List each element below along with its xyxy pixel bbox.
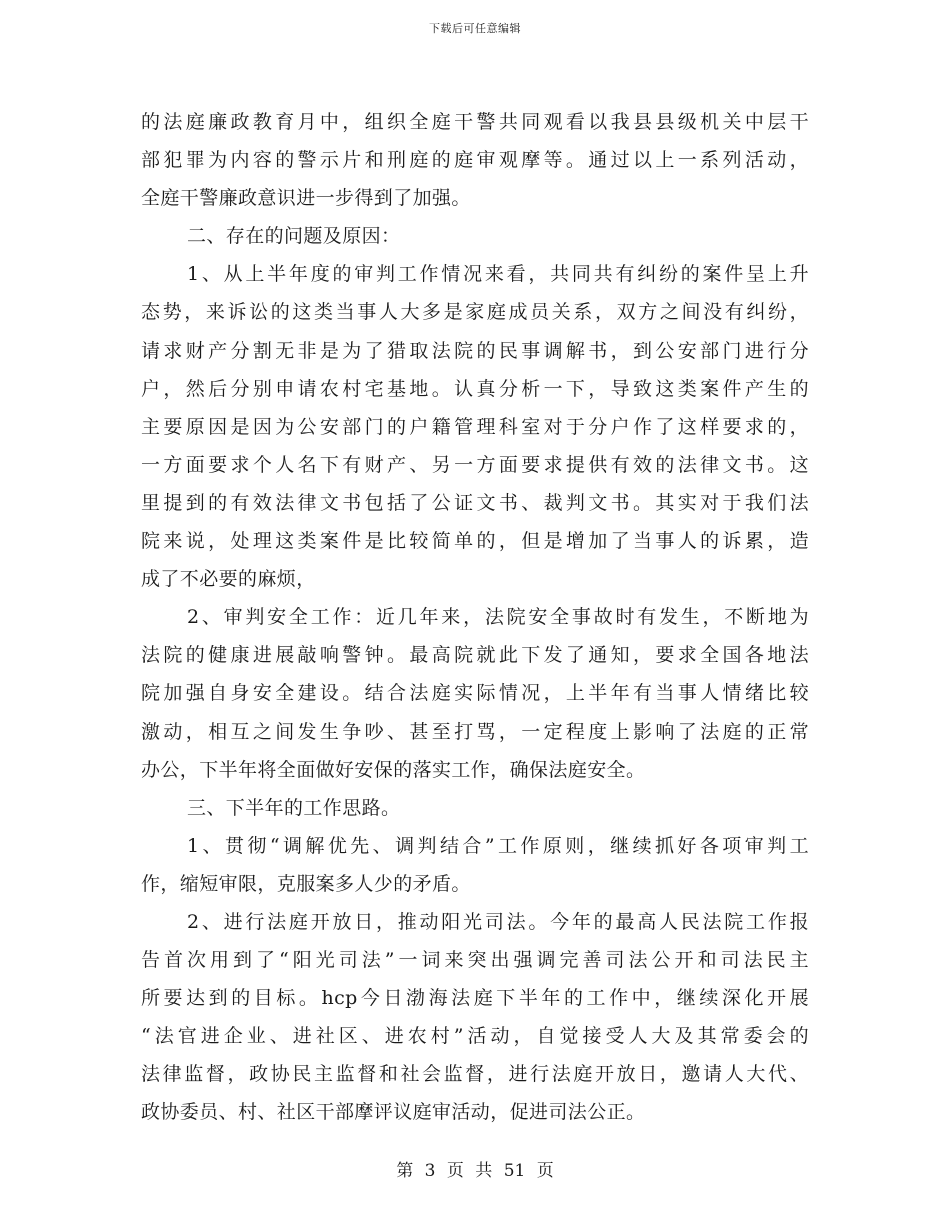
text-line: 全庭干警廉政意识进一步得到了加强。 [141,187,471,210]
page-number: 第 3 页 共 51 页 [396,1161,554,1181]
document-body [141,103,809,1132]
text-line: 政协委员、村、社区干部摩评议庭审活动，促进司法公正。 [141,1101,646,1124]
page-header-note: 下载后可任意编辑 [429,22,521,35]
text-line: 告首次用到了“阳光司法”一词来突出强调完善司法公开和司法民主 [141,949,809,972]
text-line: 部犯罪为内容的警示片和刑庭的庭审观摩等。通过以上一系列活动， [141,149,809,172]
text-line: 法律监督，政协民主监督和社会监督，进行法庭开放日，邀请人大代、 [141,1063,809,1086]
text-line: 一方面要求个人名下有财产、另一方面要求提供有效的法律文书。这 [141,453,809,476]
text-line: 的法庭廉政教育月中，组织全庭干警共同观看以我县县级机关中层干 [141,111,809,133]
text-line: 请求财产分割无非是为了猎取法院的民事调解书，到公安部门进行分 [141,339,809,362]
section-heading: 三、下半年的工作思路。 [187,796,401,819]
text-line: 成了不必要的麻烦， [141,568,316,591]
text-line: 作，缩短审限，克服案多人少的矛盾。 [141,872,471,895]
text-line: 主要原因是因为公安部门的户籍管理科室对于分户作了这样要求的， [141,415,809,438]
text-line: 1、从上半年度的审判工作情况来看，共同共有纠纷的案件呈上升 [187,263,809,286]
text-line: 户，然后分别申请农村宅基地。认真分析一下，导致这类案件产生的 [141,377,809,400]
text-line: 院加强自身安全建设。结合法庭实际情况，上半年有当事人情绪比较 [141,682,809,705]
text-line: 2、进行法庭开放日，推动阳光司法。今年的最高人民法院工作报 [187,910,809,933]
text-line: 办公，下半年将全面做好安保的落实工作，确保法庭安全。 [141,758,646,781]
text-line: 院来说，处理这类案件是比较简单的，但是增加了当事人的诉累，造 [141,530,809,553]
text-line: 2、审判安全工作：近几年来，法院安全事故时有发生，不断地为 [187,606,809,629]
text-line: 1、贯彻“调解优先、调判结合”工作原则，继续抓好各项审判工 [187,834,809,857]
text-line: 里提到的有效法律文书包括了公证文书、裁判文书。其实对于我们法 [141,491,809,514]
text-line: 激动，相互之间发生争吵、甚至打骂，一定程度上影响了法庭的正常 [141,720,809,743]
text-line: 所要达到的目标。hcp今日渤海法庭下半年的工作中，继续深化开展 [141,987,809,1010]
section-heading: 二、存在的问题及原因： [187,225,401,248]
text-line: “法官进企业、进社区、进农村”活动，自觉接受人大及其常委会的 [141,1025,809,1048]
text-line: 法院的健康进展敲响警钟。最高院就此下发了通知，要求全国各地法 [141,644,809,667]
text-line: 态势，来诉讼的这类当事人大多是家庭成员关系，双方之间没有纠纷， [141,301,809,324]
